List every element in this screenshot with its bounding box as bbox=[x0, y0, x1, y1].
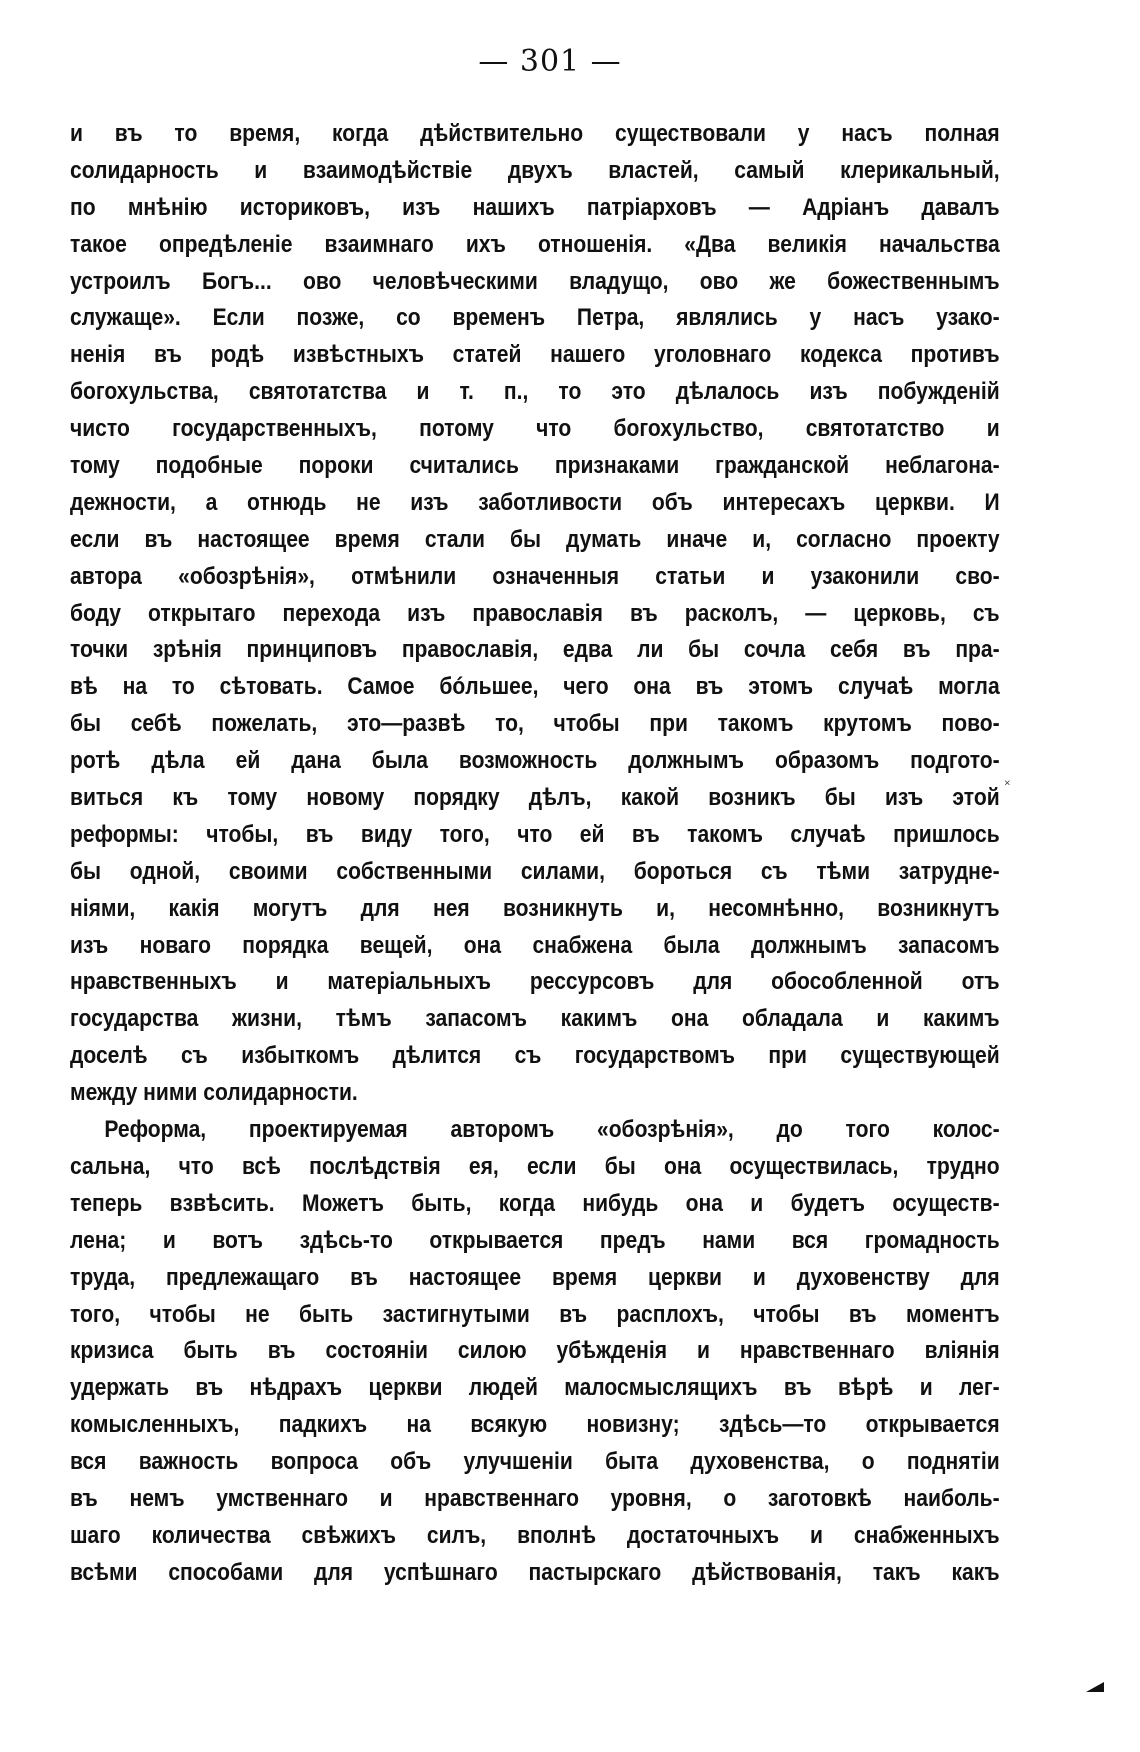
text-line: чисто государственныхъ, потому что богохульство, святотатство и bbox=[70, 415, 1000, 443]
text-line: нравственныхъ и матеріальныхъ рессурсовъ для обособленной отъ bbox=[70, 968, 1000, 996]
text-line: вѣ на то сѣтовать. Самое бóльшее, чего она въ этомъ случаѣ могла bbox=[70, 673, 1000, 701]
text-line: шаго количества свѣжихъ силъ, вполнѣ достаточныхъ и снабженныхъ bbox=[70, 1521, 1000, 1549]
text-line: бы себѣ пожелать, это—развѣ то, чтобы при такомъ крутомъ пово- bbox=[70, 710, 1000, 738]
text-line: солидарность и взаимодѣйствіе двухъ властей, самый клерикальный, bbox=[70, 156, 1000, 184]
text-line: того, чтобы не быть застигнутыми въ расплохъ, чтобы въ моментъ bbox=[70, 1300, 1000, 1328]
print-speck: ˟ bbox=[1004, 778, 1010, 794]
page-number: — 301 — bbox=[478, 44, 622, 79]
text-line: и въ то время, когда дѣйствительно существовали у насъ полная bbox=[70, 120, 1000, 147]
text-line: автора «обозрѣнія», отмѣнили означенныя статьи и узаконили сво- bbox=[70, 562, 1000, 590]
text-line: доселѣ съ избыткомъ дѣлится съ государствомъ при существующей bbox=[70, 1042, 1000, 1070]
text-line: труда, предлежащаго въ настоящее время церкви и духовенству для bbox=[70, 1263, 1000, 1291]
body-text bbox=[70, 116, 1000, 1592]
text-line: ротѣ дѣла ей дана была возможность должнымъ образомъ подгото- bbox=[70, 747, 1000, 775]
text-line: изъ новаго порядка вещей, она снабжена была должнымъ запасомъ bbox=[70, 931, 1000, 959]
text-line: сальна, что всѣ послѣдствія ея, если бы она осуществилась, трудно bbox=[70, 1152, 1000, 1180]
text-line: ніями, какія могутъ для нея возникнуть и, несомнѣнно, возникнутъ bbox=[70, 894, 1000, 922]
text-line: тому подобные пороки считались признаками гражданской неблагона- bbox=[70, 452, 1000, 480]
text-line: комысленныхъ, падкихъ на всякую новизну; здѣсь—то открывается bbox=[70, 1411, 1000, 1439]
text-line: боду открытаго перехода изъ православія въ расколъ, — церковь, съ bbox=[70, 599, 1000, 627]
text-line: богохульства, святотатства и т. п., то это дѣлалось изъ побужденій bbox=[70, 378, 1000, 406]
text-line: дежности, а отнюдь не изъ заботливости объ интересахъ церкви. И bbox=[70, 488, 1000, 516]
text-line: по мнѣнію историковъ, изъ нашихъ патріарховъ — Адріанъ давалъ bbox=[70, 193, 1000, 221]
text-line: государства жизни, тѣмъ запасомъ какимъ она обладала и какимъ bbox=[70, 1005, 1000, 1033]
text-line: лена; и вотъ здѣсь-то открывается предъ нами вся громадность bbox=[70, 1226, 1000, 1254]
corner-mark bbox=[1086, 1682, 1104, 1692]
text-line: такое опредѣленіе взаимнаго ихъ отношенія. «Два великія начальства bbox=[70, 230, 1000, 258]
text-line: между ними солидарности. bbox=[70, 1079, 358, 1107]
text-line: теперь взвѣсить. Можетъ быть, когда нибудь она и будетъ осуществ- bbox=[70, 1189, 1000, 1217]
text-line: ненія въ родѣ извѣстныхъ статей нашего уголовнаго кодекса противъ bbox=[70, 341, 1000, 369]
text-line: точки зрѣнія принциповъ православія, едва ли бы сочла себя въ пра- bbox=[70, 636, 1000, 664]
text-line: если въ настоящее время стали бы думать иначе и, согласно проекту bbox=[70, 525, 1000, 553]
text-line: вся важность вопроса объ улучшеніи быта духовенства, о поднятіи bbox=[70, 1448, 1000, 1476]
text-line: бы одной, своими собственными силами, бороться съ тѣми затрудне- bbox=[70, 857, 1000, 885]
text-line: реформы: чтобы, въ виду того, что ей въ такомъ случаѣ пришлось bbox=[70, 820, 1000, 848]
text-line: служаще». Если позже, со временъ Петра, являлись у насъ узако- bbox=[70, 304, 1000, 332]
text-line: виться къ тому новому порядку дѣлъ, какой возникъ бы изъ этой bbox=[70, 784, 1000, 812]
text-line: всѣми способами для успѣшнаго пастырскаго дѣйствованія, такъ какъ bbox=[70, 1558, 1000, 1586]
text-line: въ немъ умственнаго и нравственнаго уровня, о заготовкѣ наиболь- bbox=[70, 1484, 1000, 1512]
text-line: удержать въ нѣдрахъ церкви людей малосмыслящихъ въ вѣрѣ и лег- bbox=[70, 1374, 1000, 1402]
text-line: Реформа, проектируемая авторомъ «обозрѣнія», до того колос- bbox=[104, 1116, 1000, 1144]
text-line: кризиса быть въ состояніи силою убѣжденія и нравственнаго вліянія bbox=[70, 1337, 1000, 1365]
text-line: устроилъ Богъ... ово человѣческими владущо, ово же божественнымъ bbox=[70, 267, 1000, 295]
